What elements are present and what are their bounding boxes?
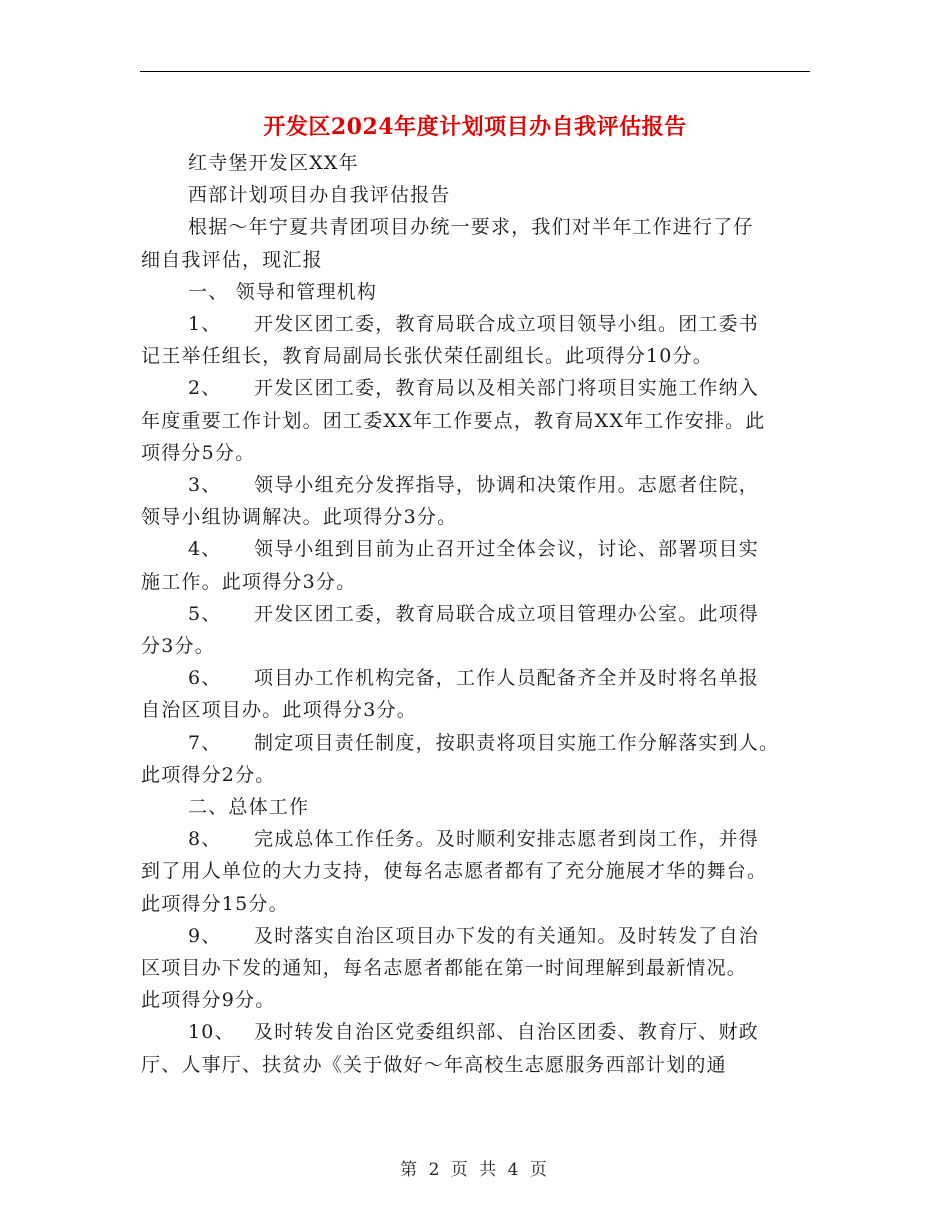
line-text: 年度重要工作计划。团工委XX年工作要点，教育局XX年工作安排。此 bbox=[141, 409, 766, 432]
paragraph-line bbox=[141, 920, 813, 952]
item-number: 3、 bbox=[188, 474, 222, 497]
paragraph-line bbox=[141, 469, 813, 501]
line-text: 项得分5分。 bbox=[141, 441, 256, 464]
paragraph-line bbox=[141, 179, 813, 211]
line-text: 及时落实自治区项目办下发的有关通知。及时转发了自治 bbox=[254, 924, 760, 947]
line-text: 记王举任组长，教育局副局长张伏荣任副组长。此项得分10分。 bbox=[141, 345, 713, 368]
paragraph-continuation-line bbox=[141, 340, 813, 372]
line-text: 开发区团工委，教育局联合成立项目领导小组。团工委书 bbox=[254, 313, 760, 336]
paragraph-continuation-line bbox=[141, 888, 813, 920]
paragraph-line bbox=[141, 533, 813, 565]
item-number: 8、 bbox=[188, 828, 222, 851]
paragraph-line bbox=[141, 276, 813, 308]
line-text: 区项目办下发的通知，每名志愿者都能在第一时间理解到最新情况。 bbox=[141, 957, 748, 980]
paragraph-continuation-line bbox=[141, 566, 813, 598]
paragraph-line bbox=[141, 791, 813, 823]
paragraph-continuation-line bbox=[141, 405, 813, 437]
header-rule bbox=[140, 71, 810, 72]
item-number: 2、 bbox=[188, 377, 222, 400]
paragraph-continuation-line bbox=[141, 501, 813, 533]
line-text: 此项得分9分。 bbox=[141, 989, 276, 1012]
line-text: 此项得分2分。 bbox=[141, 763, 276, 786]
line-text: 领导小组协调解决。此项得分3分。 bbox=[141, 506, 458, 529]
paragraph-line bbox=[141, 372, 813, 404]
document-title: 开发区2024年度计划项目办自我评估报告 bbox=[263, 114, 687, 140]
line-text: 分3分。 bbox=[141, 635, 215, 658]
paragraph-continuation-line bbox=[141, 855, 813, 887]
paragraph-continuation-line bbox=[141, 630, 813, 662]
line-text: 及时转发自治区党委组织部、自治区团委、教育厅、财政 bbox=[254, 1021, 760, 1044]
line-text: 此项得分15分。 bbox=[141, 892, 289, 915]
paragraph-line bbox=[141, 662, 813, 694]
page-number-footer: 第 2 页 共 4 页 bbox=[400, 1160, 550, 1180]
line-text: 自治区项目办。此项得分3分。 bbox=[141, 699, 417, 722]
paragraph-continuation-line bbox=[141, 984, 813, 1016]
line-text: 细自我评估，现汇报 bbox=[141, 248, 323, 271]
line-text: 红寺堡开发区XX年 bbox=[188, 152, 359, 174]
paragraph-line bbox=[141, 1016, 813, 1048]
item-number: 9、 bbox=[188, 924, 222, 947]
paragraph-continuation-line bbox=[141, 952, 813, 984]
paragraph-continuation-line bbox=[141, 437, 813, 469]
paragraph-line bbox=[141, 823, 813, 855]
line-text: 西部计划项目办自我评估报告 bbox=[188, 184, 451, 207]
line-text: 施工作。此项得分3分。 bbox=[141, 570, 357, 593]
item-number: 10、 bbox=[188, 1021, 235, 1044]
paragraph-line bbox=[141, 147, 813, 179]
line-text: 厅、人事厅、扶贫办《关于做好～年高校生志愿服务西部计划的通 bbox=[141, 1053, 727, 1076]
item-number: 5、 bbox=[188, 602, 222, 625]
line-text: 开发区团工委，教育局联合成立项目管理办公室。此项得 bbox=[254, 602, 760, 625]
line-text: 完成总体工作任务。及时顺利安排志愿者到岗工作，并得 bbox=[254, 828, 760, 851]
paragraph-continuation-line bbox=[141, 759, 813, 791]
item-number: 6、 bbox=[188, 667, 222, 690]
line-text: 制定项目责任制度，按职责将项目实施工作分解落实到人。 bbox=[254, 731, 780, 754]
line-text: 领导小组充分发挥指导，协调和决策作用。志愿者住院， bbox=[254, 474, 760, 497]
paragraph-continuation-line bbox=[141, 244, 813, 276]
line-text: 开发区团工委，教育局以及相关部门将项目实施工作纳入 bbox=[254, 377, 760, 400]
item-number: 7、 bbox=[188, 731, 222, 754]
item-number: 4、 bbox=[188, 538, 222, 561]
line-text: 一、 领导和管理机构 bbox=[188, 280, 378, 303]
line-text: 到了用人单位的大力支持，使每名志愿者都有了充分施展才华的舞台。 bbox=[141, 860, 768, 883]
paragraph-continuation-line bbox=[141, 1049, 813, 1081]
line-text: 领导小组到目前为止召开过全体会议，讨论、部署项目实 bbox=[254, 538, 760, 561]
paragraph-line bbox=[141, 598, 813, 630]
line-text: 二、总体工作 bbox=[188, 796, 310, 819]
paragraph-line bbox=[141, 308, 813, 340]
item-number: 1、 bbox=[188, 313, 222, 336]
line-text: 根据～年宁夏共青团项目办统一要求，我们对半年工作进行了仔 bbox=[188, 216, 754, 239]
document-body bbox=[141, 147, 813, 1081]
paragraph-line bbox=[141, 727, 813, 759]
paragraph-line bbox=[141, 211, 813, 243]
line-text: 项目办工作机构完备，工作人员配备齐全并及时将名单报 bbox=[254, 667, 760, 690]
paragraph-continuation-line bbox=[141, 694, 813, 726]
